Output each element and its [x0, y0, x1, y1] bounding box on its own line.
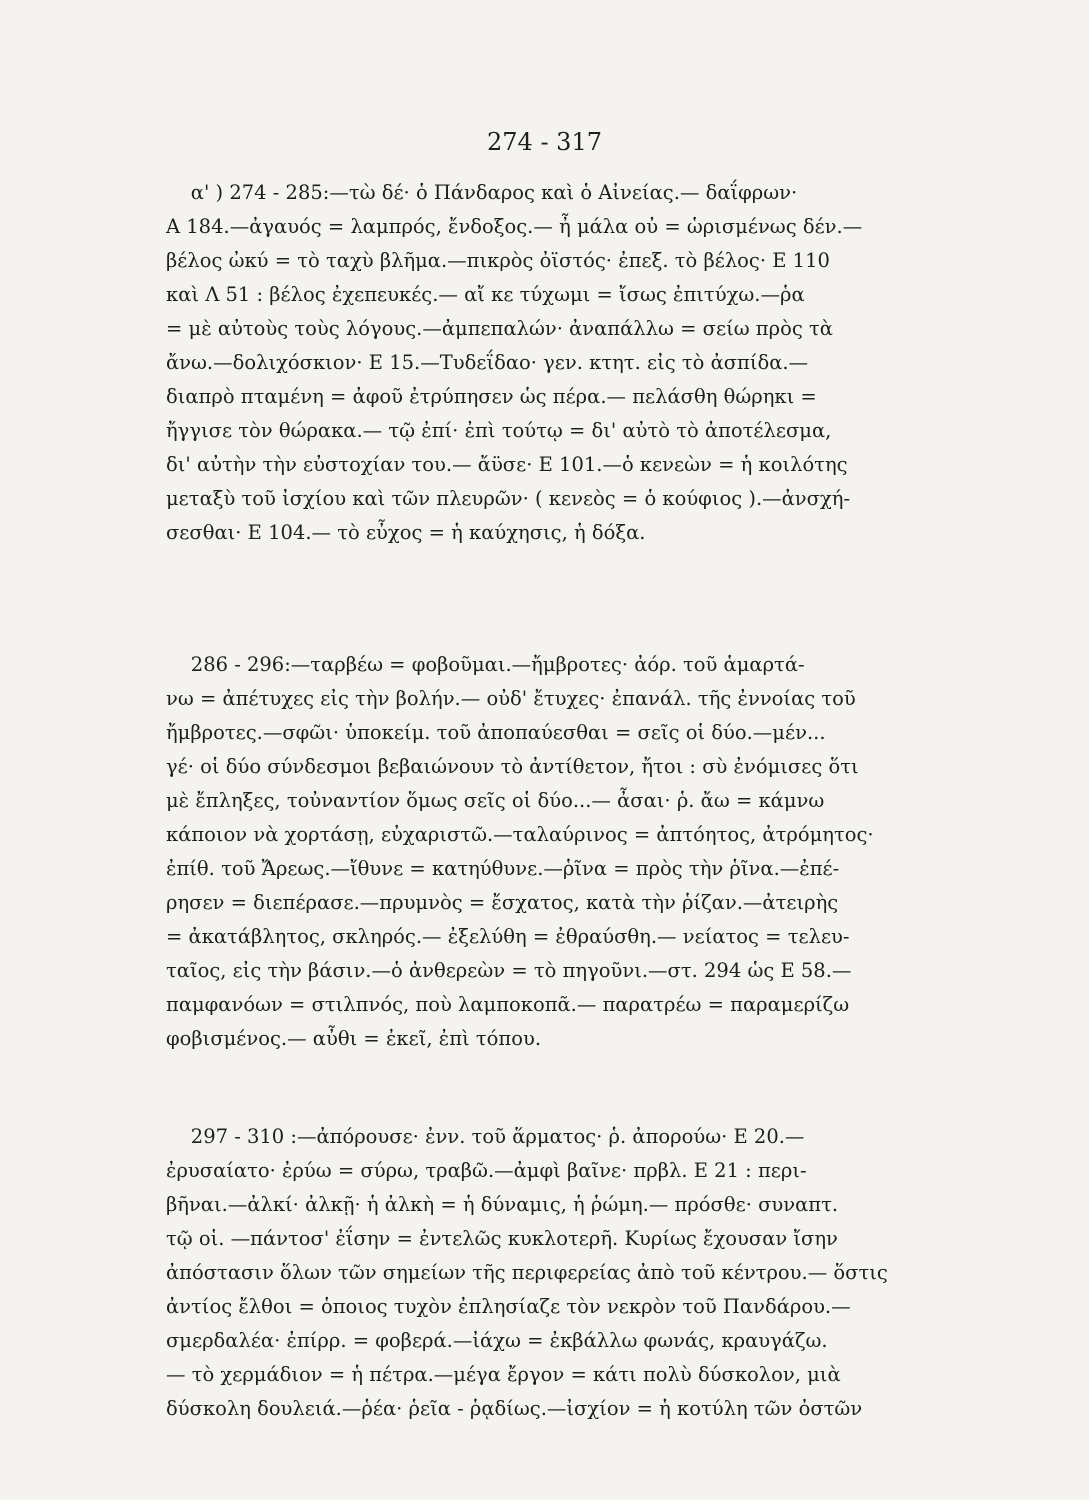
text-line: α' ) 274 - 285:—τὼ δέ· ὁ Πάνδαρος καὶ ὁ Αἰνείας.— δαΐφρων· [166, 181, 798, 204]
text-line: μεταξὺ τοῦ ἰσχίου καὶ τῶν πλευρῶν· ( κενεὸς = ὁ κούφιος ).—ἀνσχή- [166, 487, 851, 510]
text-line: ἄνω.—δολιχόσκιον· Ε 15.—Τυδεΐδαο· γεν. κτητ. εἰς τὸ ἀσπίδα.— [166, 351, 809, 374]
text-line: ἀντίος ἔλθοι = ὁποιος τυχὸν ἐπλησίαζε τὸν νεκρὸν τοῦ Πανδάρου.— [166, 1295, 851, 1318]
text-line: παμφανόων = στιλπνός, ποὺ λαμποκοπᾶ.— παρατρέω = παραμερίζω [166, 993, 850, 1016]
text-line: Α 184.—ἀγαυός = λαμπρός, ἔνδοξος.— ἦ μάλα οὐ = ὡρισμένως δέν.— [166, 215, 863, 238]
text-line: ἤγγισε τὸν θώρακα.— τῷ ἐπί· ἐπὶ τούτῳ = δι' αὐτὸ τὸ ἀποτέλεσμα, [166, 419, 832, 442]
text-line: ἤμβροτες.—σφῶι· ὑποκείμ. τοῦ ἀποπαύεσθαι = σεῖς οἱ δύο.—μέν... [166, 721, 826, 744]
text-line: ἐπίθ. τοῦ Ἄρεως.—ἴθυνε = κατηύθυνε.—ῥῖνα = πρὸς τὴν ῥῖνα.—ἐπέ- [166, 857, 840, 880]
text-line: = μὲ αὐτοὺς τοὺς λόγους.—ἀμπεπαλών· ἀναπάλλω = σείω πρὸς τὰ [166, 317, 833, 340]
text-line: φοβισμένος.— αὖθι = ἐκεῖ, ἐπὶ τόπου. [166, 1027, 542, 1050]
text-line: διαπρὸ πταμένη = ἀφοῦ ἐτρύπησεν ὡς πέρα.— πελάσθη θώρηκι = [166, 385, 817, 408]
text-line: βῆναι.—ἀλκί· ἀλκῇ· ἡ ἀλκὴ = ἡ δύναμις, ἡ ῥώμη.— πρόσθε· συναπτ. [166, 1193, 839, 1216]
text-line: δύσκολη δουλειά.—ῥέα· ῥεῖα - ῥᾳδίως.—ἰσχίον = ἡ κοτύλη τῶν ὀστῶν [166, 1397, 863, 1420]
commentary-section-286-296 [166, 648, 1038, 1056]
page-number: 274 - 317 [487, 128, 602, 156]
text-line: ἐρυσαίατο· ἐρύω = σύρω, τραβῶ.—ἀμφὶ βαῖνε· πρβλ. Ε 21 : περι- [166, 1159, 807, 1182]
text-line: γέ· οἱ δύο σύνδεσμοι βεβαιώνουν τὸ ἀντίθετον, ἤτοι : σὺ ἐνόμισες ὅτι [166, 755, 859, 778]
text-line: νω = ἀπέτυχες εἰς τὴν βολήν.— οὐδ' ἔτυχες· ἐπανάλ. τῆς ἐννοίας τοῦ [166, 687, 856, 710]
text-line: = ἀκατάβλητος, σκληρός.— ἐξελύθη = ἐθραύσθη.— νείατος = τελευ- [166, 925, 850, 948]
commentary-section-274-285 [166, 176, 1038, 550]
text-line: βέλος ὠκύ = τὸ ταχὺ βλῆμα.—πικρὸς ὀϊστός· ἐπεξ. τὸ βέλος· Ε 110 [166, 249, 830, 272]
text-line: μὲ ἔπληξες, τοὐναντίον ὅμως σεῖς οἱ δύο...— ἆσαι· ῥ. ἄω = κάμνω [166, 789, 825, 812]
text-line: ἀπόστασιν ὅλων τῶν σημείων τῆς περιφερείας ἀπὸ τοῦ κέντρου.— ὅστις [166, 1261, 888, 1284]
text-line: σεσθαι· Ε 104.— τὸ εὖχος = ἡ καύχησις, ἡ δόξα. [166, 521, 646, 544]
text-line: 297 - 310 :—ἀπόρουσε· ἐνν. τοῦ ἅρματος· ῥ. ἀπορούω· Ε 20.— [166, 1125, 805, 1148]
commentary-section-297-310 [166, 1120, 1038, 1426]
text-line: ταῖος, εἰς τὴν βάσιν.—ὁ ἀνθερεὼν = τὸ πηγοῦνι.—στ. 294 ὡς Ε 58.— [166, 959, 852, 982]
text-line: κάποιον νὰ χορτάσῃ, εὐχαριστῶ.—ταλαύρινος = ἀπτόητος, ἀτρόμητος· [166, 823, 874, 846]
text-line: 286 - 296:—ταρβέω = φοβοῦμαι.—ἤμβροτες· ἀόρ. τοῦ ἁμαρτά- [166, 653, 805, 676]
text-line: τῷ οἱ. —πάντοσ' ἐΐσην = ἐντελῶς κυκλοτερῆ. Κυρίως ἔχουσαν ἴσην [166, 1227, 838, 1250]
text-line: ρησεν = διεπέρασε.—πρυμνὸς = ἔσχατος, κατὰ τὴν ῥίζαν.—ἀτειρὴς [166, 891, 839, 914]
text-line: δι' αὐτὴν τὴν εὐστοχίαν του.— ἄϋσε· Ε 101.—ὁ κενεὼν = ἡ κοιλότης [166, 453, 848, 476]
text-line: σμερδαλέα· ἐπίρρ. = φοβερά.—ἰάχω = ἐκβάλλω φωνάς, κραυγάζω. [166, 1329, 828, 1352]
text-line: καὶ Λ 51 : βέλος ἐχεπευκές.— αἴ κε τύχωμι = ἴσως ἐπιτύχω.—ῥα [166, 283, 805, 306]
text-line: — τὸ χερμάδιον = ἡ πέτρα.—μέγα ἔργον = κάτι πολὺ δύσκολον, μιὰ [166, 1363, 841, 1386]
